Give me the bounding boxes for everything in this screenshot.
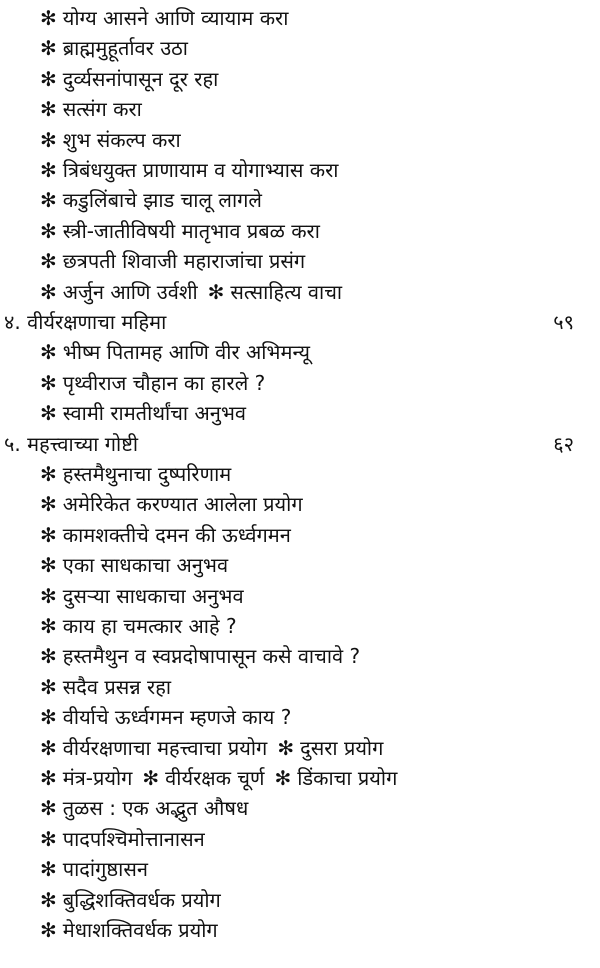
bullet-star-icon: ✻ (40, 522, 57, 547)
bullet-star-icon: ✻ (277, 735, 295, 760)
bullet-star-icon: ✻ (40, 857, 57, 882)
toc-entry (0, 277, 600, 307)
bullet-star-icon: ✻ (40, 249, 57, 274)
bullet-star-icon: ✻ (40, 218, 57, 243)
toc-entry (0, 763, 600, 793)
entry-text: योग्य आसने आणि व्यायाम करा (62, 6, 289, 30)
toc-entry (0, 854, 600, 884)
entry-text: शुभ संकल्प करा (62, 127, 181, 152)
bullet-star-icon: ✻ (40, 6, 57, 30)
bullet-star-icon: ✻ (40, 918, 57, 942)
entry-text: वीर्यरक्षक चूर्ण (165, 766, 265, 790)
toc-entry (0, 398, 600, 428)
toc-entry (0, 824, 600, 854)
bullet-star-icon: ✻ (142, 766, 160, 790)
toc-entry (0, 368, 600, 398)
entry-text: तुळस : एक अद्भुत औषध (62, 796, 249, 821)
toc-entry (0, 155, 600, 185)
bullet-star-icon: ✻ (40, 674, 57, 699)
bullet-star-icon: ✻ (207, 279, 225, 304)
toc-entry (0, 520, 600, 550)
entry-text: भीष्म पितामह आणि वीर अभिमन्यू (62, 340, 310, 365)
entry-text: अर्जुन आणि उर्वशी (62, 279, 198, 304)
bullet-star-icon: ✻ (40, 614, 57, 638)
toc-entry (0, 611, 600, 641)
bullet-star-icon: ✻ (40, 766, 57, 790)
section-title: ५. महत्त्वाच्या गोष्टी (4, 431, 139, 456)
entry-text: कामशक्तीचे दमन की ऊर्ध्वगमन (62, 522, 291, 547)
entry-text: सत्साहित्य वाचा (230, 279, 343, 304)
bullet-star-icon: ✻ (40, 370, 57, 395)
bullet-star-icon: ✻ (40, 705, 57, 730)
entry-text: पादपश्चिमोत्तानासन (62, 826, 205, 851)
entry-text: स्त्री-जातीविषयी मातृभाव प्रबळ करा (62, 218, 320, 243)
toc-section-heading (0, 307, 600, 337)
entry-text: त्रिबंधयुक्त प्राणायाम व योगाभ्यास करा (62, 158, 339, 182)
toc-entry (0, 337, 600, 367)
toc-entry (0, 915, 600, 945)
bullet-star-icon: ✻ (40, 97, 57, 122)
entry-text: दुर्व्यसनांपासून दूर रहा (62, 66, 219, 91)
bullet-star-icon: ✻ (40, 127, 57, 152)
toc-entry (0, 672, 600, 702)
bullet-star-icon: ✻ (40, 279, 57, 304)
bullet-star-icon: ✻ (40, 492, 57, 517)
bullet-star-icon: ✻ (40, 66, 57, 91)
bullet-star-icon: ✻ (40, 462, 57, 486)
entry-text: सत्संग करा (62, 97, 142, 122)
toc-entry (0, 733, 600, 763)
entry-text: दुसरा प्रयोग (300, 735, 384, 760)
bullet-star-icon: ✻ (40, 158, 57, 182)
bullet-star-icon: ✻ (40, 796, 57, 821)
toc-section-heading (0, 429, 600, 459)
toc-entry (0, 216, 600, 246)
entry-text: मेधाशक्तिवर्धक प्रयोग (62, 918, 218, 942)
toc-entry (0, 3, 600, 33)
section-title: ४. वीर्यरक्षणाचा महिमा (4, 310, 167, 334)
entry-text: सदैव प्रसन्न रहा (62, 674, 172, 699)
toc-entry (0, 33, 600, 63)
toc-entry (0, 459, 600, 489)
toc-entry (0, 885, 600, 915)
entry-text: मंत्र-प्रयोग (62, 766, 133, 790)
page-number: ५९ (553, 310, 574, 334)
bullet-star-icon: ✻ (40, 644, 57, 669)
entry-text: दुसऱ्या साधकाचा अनुभव (62, 583, 244, 608)
toc-entry (0, 64, 600, 94)
entry-text: वीर्याचे ऊर्ध्वगमन म्हणजे काय ? (62, 705, 292, 730)
toc-entry (0, 550, 600, 580)
page-number: ६२ (553, 431, 574, 456)
entry-text: अमेरिकेत करण्यात आलेला प्रयोग (62, 492, 303, 517)
toc-entry (0, 581, 600, 611)
toc-entry (0, 793, 600, 823)
entry-text: छत्रपती शिवाजी महाराजांचा प्रसंग (62, 249, 306, 274)
bullet-star-icon: ✻ (40, 36, 57, 61)
toc-entry (0, 702, 600, 732)
entry-text: एका साधकाचा अनुभव (62, 553, 229, 578)
entry-text: हस्तमैथुन व स्वप्नदोषापासून कसे वाचावे ? (62, 644, 361, 669)
bullet-star-icon: ✻ (40, 887, 57, 912)
toc-entry (0, 489, 600, 519)
toc-entry (0, 94, 600, 124)
toc-entry (0, 641, 600, 671)
entry-text: स्वामी रामतीर्थांचा अनुभव (62, 401, 247, 426)
bullet-star-icon: ✻ (40, 553, 57, 578)
bullet-star-icon: ✻ (40, 401, 57, 426)
bullet-star-icon: ✻ (40, 735, 57, 760)
toc-entry (0, 125, 600, 155)
entry-text: वीर्यरक्षणाचा महत्त्वाचा प्रयोग (62, 735, 268, 760)
bullet-star-icon: ✻ (40, 583, 57, 608)
bullet-star-icon: ✻ (40, 826, 57, 851)
bullet-star-icon: ✻ (40, 340, 57, 365)
toc-entry (0, 246, 600, 276)
entry-text: काय हा चमत्कार आहे ? (62, 614, 237, 638)
entry-text: पृथ्वीराज चौहान का हारले ? (62, 370, 266, 395)
entry-text: कडुलिंबाचे झाड चालू लागले (62, 188, 262, 213)
toc-entry (0, 185, 600, 215)
entry-text: हस्तमैथुनाचा दुष्परिणाम (62, 462, 232, 486)
entry-text: डिंकाचा प्रयोग (297, 766, 398, 790)
bullet-star-icon: ✻ (40, 188, 57, 213)
entry-text: ब्राह्ममुहूर्तावर उठा (62, 36, 188, 61)
entry-text: पादांगुष्ठासन (62, 857, 148, 882)
bullet-star-icon: ✻ (274, 766, 292, 790)
entry-text: बुद्धिशक्तिवर्धक प्रयोग (62, 887, 221, 912)
